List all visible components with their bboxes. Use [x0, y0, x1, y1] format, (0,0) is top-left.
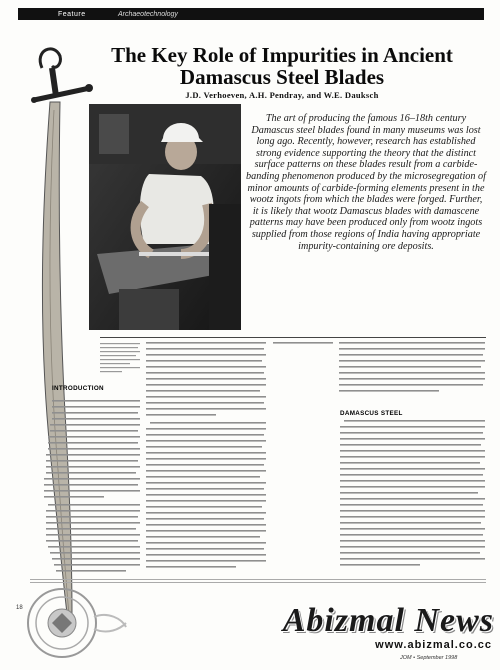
column-1-text — [36, 400, 140, 578]
article-title: The Key Role of Impurities in Ancient Damascus Steel Blades — [111, 43, 453, 89]
heading-damascus-steel: DAMASCUS STEEL — [340, 410, 403, 417]
watermark-url: www.abizmal.co.cc — [375, 639, 492, 651]
column-3-text-top — [273, 342, 485, 402]
heading-introduction: INTRODUCTION — [52, 385, 104, 392]
seal-watermark — [22, 583, 128, 663]
header-bar — [18, 8, 484, 20]
column-2-text — [146, 342, 266, 574]
column-3-text — [340, 420, 485, 572]
page-number: 18 — [16, 605, 23, 611]
watermark-title: Abizmal News — [282, 602, 494, 639]
blacksmith-photo — [89, 104, 241, 330]
photo-caption-text — [100, 342, 140, 376]
issue-date: JOM • September 1998 — [400, 655, 458, 661]
department-label: Archaeotechnology — [118, 10, 178, 18]
article-authors: J.D. Verhoeven, A.H. Pendray, and W.E. Dauksch — [185, 90, 379, 100]
section-label: Feature — [58, 10, 86, 18]
article-abstract: The art of producing the famous 16–18th century Damascus steel blades found in many museums was lost long ago. Recently, however, research has established strong evidence supporting the theory that the distinct surface patterns on these blades result from a carbide-banding phenomenon produced by the microsegregation of minor amounts of carbide-forming elements present in the wootz ingots from which the blades were forged. Further, it is likely that wootz Damascus blades with damascene patterns may have been produced only from wootz ingots supplied from those regions of India having appropriate impurity-containing ore deposits. — [246, 113, 486, 252]
divider-line — [100, 337, 486, 338]
